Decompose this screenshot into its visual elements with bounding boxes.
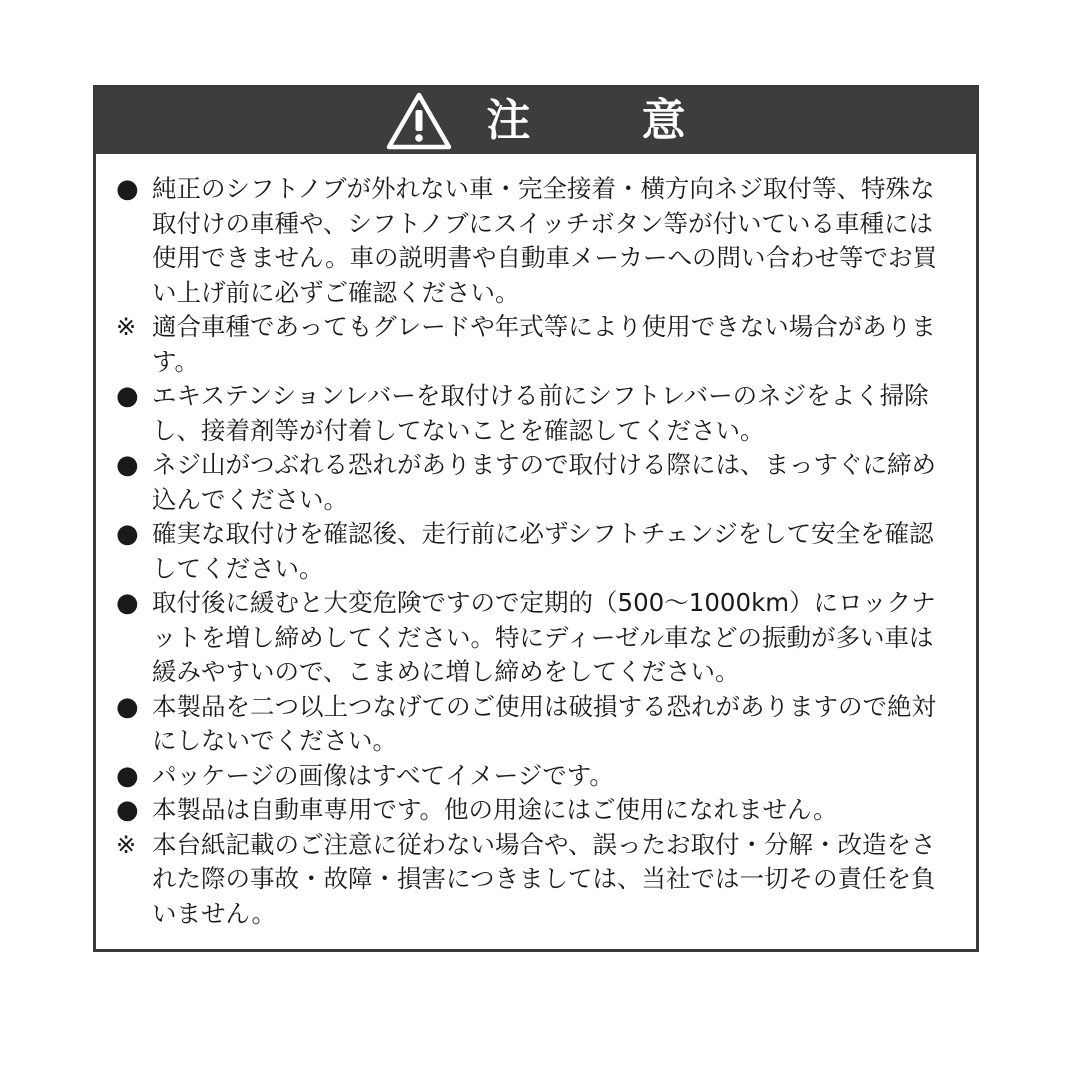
notice-text: 純正のシフトノブが外れない車・完全接着・横方向ネジ取付等、特殊な取付けの車種や、シフトノブにスイッチボタン等が付いている車種には使用できません。車の説明書や自動車メーカーへの問い合わせ等でお買い上げ前に必ずご確認ください。 — [152, 174, 937, 307]
bullet-marker: ● — [116, 795, 139, 825]
note-marker: ※ — [116, 313, 137, 341]
notice-item — [116, 759, 954, 794]
bullet-marker: ● — [116, 588, 139, 618]
bullet-marker: ● — [116, 174, 139, 204]
notice-text: 本製品を二つ以上つなげてのご使用は破損する恐れがありますので絶対にしないでください。 — [152, 691, 936, 755]
caution-notice — [93, 85, 979, 952]
notice-item — [116, 690, 954, 759]
bullet-marker: ● — [116, 381, 139, 411]
notice-title: 注 意 — [486, 95, 734, 146]
notice-item — [116, 379, 954, 448]
notice-text: 適合車種であってもグレードや年式等により使用できない場合があります。 — [152, 312, 936, 376]
notice-item — [116, 517, 954, 586]
warning-triangle-icon — [386, 92, 452, 150]
bullet-marker: ● — [116, 760, 139, 791]
bullet-marker: ● — [116, 450, 139, 480]
notice-text: パッケージの画像はすべてイメージです。 — [152, 760, 614, 790]
notice-item — [116, 828, 954, 932]
notice-item — [116, 172, 954, 310]
notice-text: ネジ山がつぶれる恐れがありますので取付ける際には、まっすぐに締め込んでください。 — [152, 450, 936, 514]
notice-text: 本台紙記載のご注意に従わない場合や、誤ったお取付・分解・改造をされた際の事故・故障・損害につきましては、当社では一切その責任を負いません。 — [152, 829, 936, 928]
notice-item — [116, 586, 954, 690]
notice-text: エキステンションレバーを取付ける前にシフトレバーのネジをよく掃除し、接着剤等が付着してないことを確認してください。 — [152, 381, 929, 445]
notice-list — [96, 154, 976, 931]
notice-item — [116, 310, 954, 379]
bullet-marker: ● — [116, 691, 139, 722]
note-marker: ※ — [116, 830, 137, 859]
notice-item — [116, 448, 954, 517]
notice-text: 確実な取付けを確認後、走行前に必ずシフトチェンジをして安全を確認してください。 — [152, 519, 934, 583]
notice-text: 本製品は自動車専用です。他の用途にはご使用になれません。 — [152, 795, 838, 824]
bullet-marker: ● — [116, 519, 139, 549]
notice-text: 取付後に緩むと大変危険ですので定期的（500～1000km）にロックナットを増し締めしてください。特にディーゼル車などの振動が多い車は緩みやすいので、こまめに増し締めをしてください。 — [152, 588, 936, 686]
notice-header — [96, 88, 976, 154]
notice-item — [116, 793, 954, 828]
